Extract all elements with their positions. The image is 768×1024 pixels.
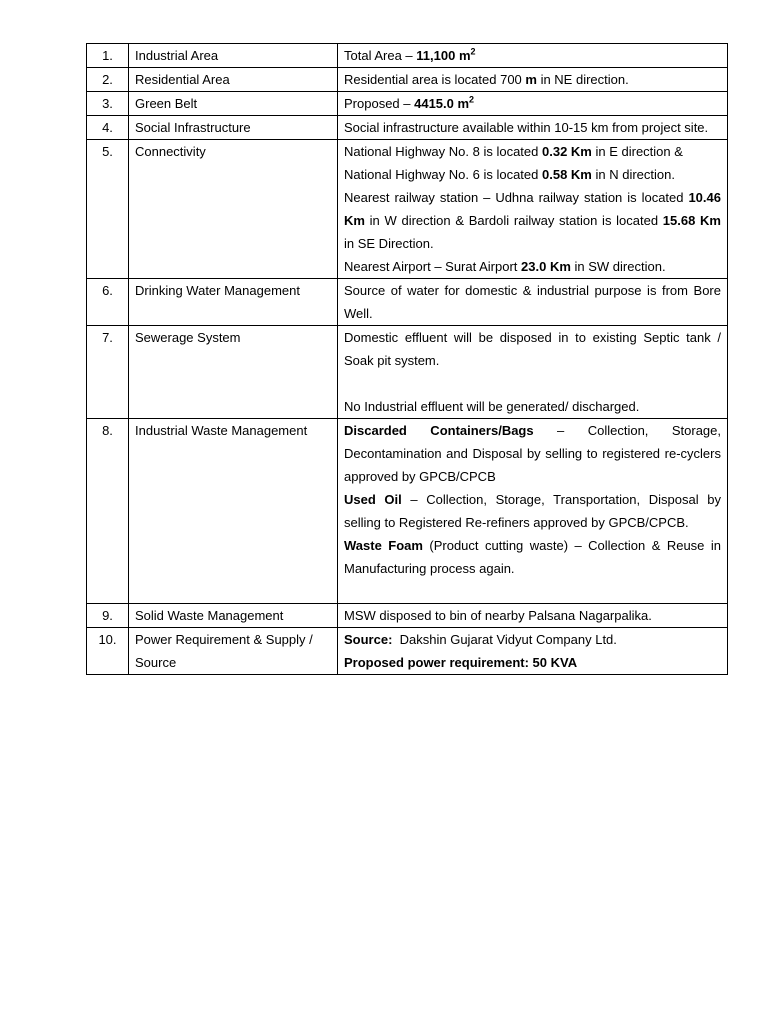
row-number: 9.	[87, 604, 129, 628]
table-row	[87, 279, 728, 326]
project-details-table	[86, 43, 728, 675]
row-label: Power Requirement & Supply / Source	[129, 628, 338, 675]
row-details	[338, 140, 728, 279]
row-details: Social infrastructure available within 10-15 km from project site.	[338, 116, 728, 140]
row-number: 7.	[87, 326, 129, 419]
table-row	[87, 326, 728, 419]
row-details	[338, 419, 728, 604]
table-row	[87, 628, 728, 675]
row-details: MSW disposed to bin of nearby Palsana Nagarpalika.	[338, 604, 728, 628]
row-number: 1.	[87, 44, 129, 68]
row-label: Sewerage System	[129, 326, 338, 419]
row-details: Total Area – 11,100 $m^2$	[338, 44, 728, 68]
table-row	[87, 92, 728, 116]
row-details: Proposed – 4415.0 $m^2$	[338, 92, 728, 116]
table-row	[87, 604, 728, 628]
table-row	[87, 44, 728, 68]
used-oil-item: Used Oil – Collection, Storage, Transportation, Disposal by selling to Registered Re-refiners approved by GPCB/CPCB.	[344, 492, 721, 530]
table-row	[87, 140, 728, 279]
row-label: Residential Area	[129, 68, 338, 92]
row-details: Source of water for domestic & industrial purpose is from Bore Well.	[338, 279, 728, 326]
row-number: 8.	[87, 419, 129, 604]
power-requirement-line: Proposed power requirement: 50 KVA	[344, 655, 578, 670]
row-label: Drinking Water Management	[129, 279, 338, 326]
waste-foam-item: Waste Foam (Product cutting waste) – Collection & Reuse in Manufacturing process again.	[344, 538, 721, 576]
table-row	[87, 419, 728, 604]
row-label: Industrial Waste Management	[129, 419, 338, 604]
row-label: Connectivity	[129, 140, 338, 279]
row-label: Green Belt	[129, 92, 338, 116]
row-number: 4.	[87, 116, 129, 140]
row-number: 2.	[87, 68, 129, 92]
row-details	[338, 628, 728, 675]
row-number: 5.	[87, 140, 129, 279]
nh6-line: National Highway No. 6 is located 0.58 Km in N direction.	[344, 167, 675, 182]
railway-line: Nearest railway station – Udhna railway station is located 10.46 Km in W direction & Bardoli railway station is located 15.68 Km in SE Direction.	[344, 190, 721, 251]
row-label: Industrial Area	[129, 44, 338, 68]
row-number: 6.	[87, 279, 129, 326]
discarded-containers-item: Discarded Containers/Bags – Collection, Storage, Decontamination and Disposal by selling to registered re-cyclers approved by GPCB/CPCB	[344, 423, 721, 484]
row-number: 3.	[87, 92, 129, 116]
table-row	[87, 68, 728, 92]
airport-line: Nearest Airport – Surat Airport 23.0 Km in SW direction.	[344, 259, 666, 274]
row-label: Social Infrastructure	[129, 116, 338, 140]
row-label: Solid Waste Management	[129, 604, 338, 628]
row-details: Domestic effluent will be disposed in to existing Septic tank / Soak pit system. No Industrial effluent will be generated/ discharged.	[338, 326, 728, 419]
nh8-line: National Highway No. 8 is located 0.32 Km in E direction &	[344, 144, 683, 159]
power-source-line: Source: Dakshin Gujarat Vidyut Company Ltd.	[344, 632, 617, 647]
row-number: 10.	[87, 628, 129, 675]
row-details: Residential area is located 700 m in NE direction.	[338, 68, 728, 92]
table-row	[87, 116, 728, 140]
